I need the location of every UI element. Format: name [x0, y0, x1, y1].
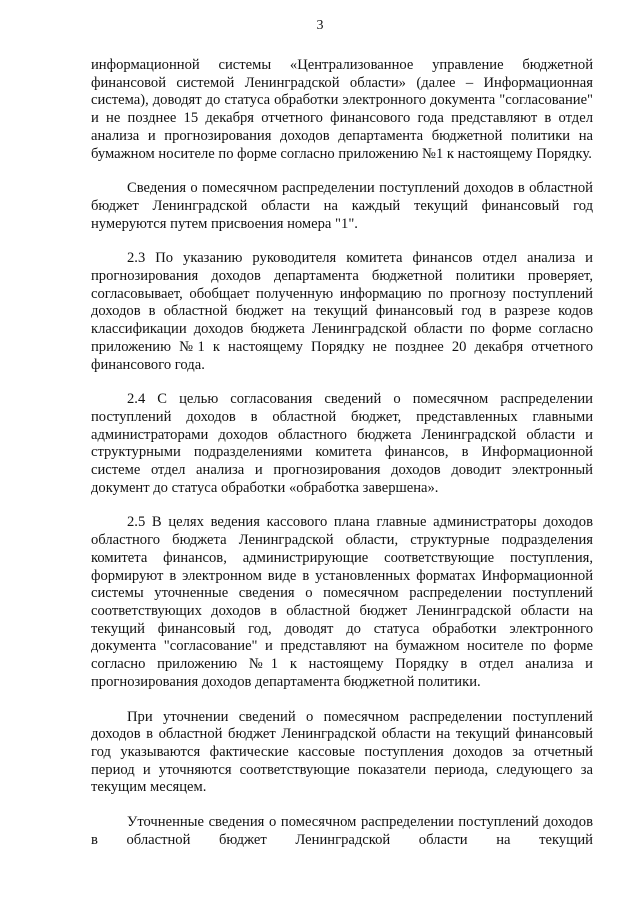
paragraph-2-5: 2.5 В целях ведения кассового плана главные администраторы доходов областного бюджета Ленинградской области, структурные подразделения комитета финансов, администрирующие соответствующие поступления, формируют в электронном виде в установленных форматах Информационной системы уточненные сведения о помесячном распределении поступлений соответствующих доходов в областной бюджет Ленинградской области на текущий финансовый год, доводят до статуса обработки электронного документа "согласование" и представляют на бумажном носителе по форме согласно приложению №1 к настоящему Порядку в отдел анализа и прогнозирования доходов департамента бюджетной политики. — [91, 514, 593, 690]
page-number: 3 — [316, 18, 324, 33]
paragraph-2-4: 2.4 С целью согласования сведений о помесячном распределении поступлений доходов в областной бюджет, представленных главными администраторами доходов областного бюджета Ленинградской области и структурными подразделениями комитета финансов, в Информационной системе отдел анализа и прогнозирования доходов доводит электронный документ до статуса обработки «обработка завершена». — [91, 391, 593, 496]
paragraph-clarification: При уточнении сведений о помесячном распределении поступлений доходов в областной бюджет Ленинградской области на текущий финансовый год указываются фактические кассовые поступления доходов за отчетный период и уточняются соответствующие показатели периода, следующего за текущим месяцем. — [91, 708, 593, 796]
paragraph-continuation: информационной системы «Централизованное управление бюджетной финансовой системой Ленинградской области» (далее – Информационная система), доводят до статуса обработки электронного документа "согласование" и не позднее 15 декабря отчетного финансового года представляют в отдел анализа и прогнозирования доходов департамента бюджетной политики на бумажном носителе по форме согласно приложению №1 к настоящему Порядку. — [91, 57, 593, 162]
paragraph-2-3: 2.3 По указанию руководителя комитета финансов отдел анализа и прогнозирования доходов департамента бюджетной политики проверяет, согласовывает, обобщает полученную информацию по прогнозу поступлений доходов в областной бюджет на текущий финансовый год в разрезе кодов классификации доходов бюджета Ленинградской области по форме согласно приложению №1 к настоящему Порядку не позднее 20 декабря отчетного финансового года. — [91, 250, 593, 373]
paragraph-numbering-note: Сведения о помесячном распределении поступлений доходов в областной бюджет Ленинградской области на каждый текущий финансовый год нумеруются путем присвоения номера "1". — [91, 180, 593, 232]
paragraph-clarified-info: Уточненные сведения о помесячном распределении поступлений доходов в областной бюджет Ленинградской области на текущий — [91, 814, 593, 848]
document-body — [91, 57, 593, 866]
